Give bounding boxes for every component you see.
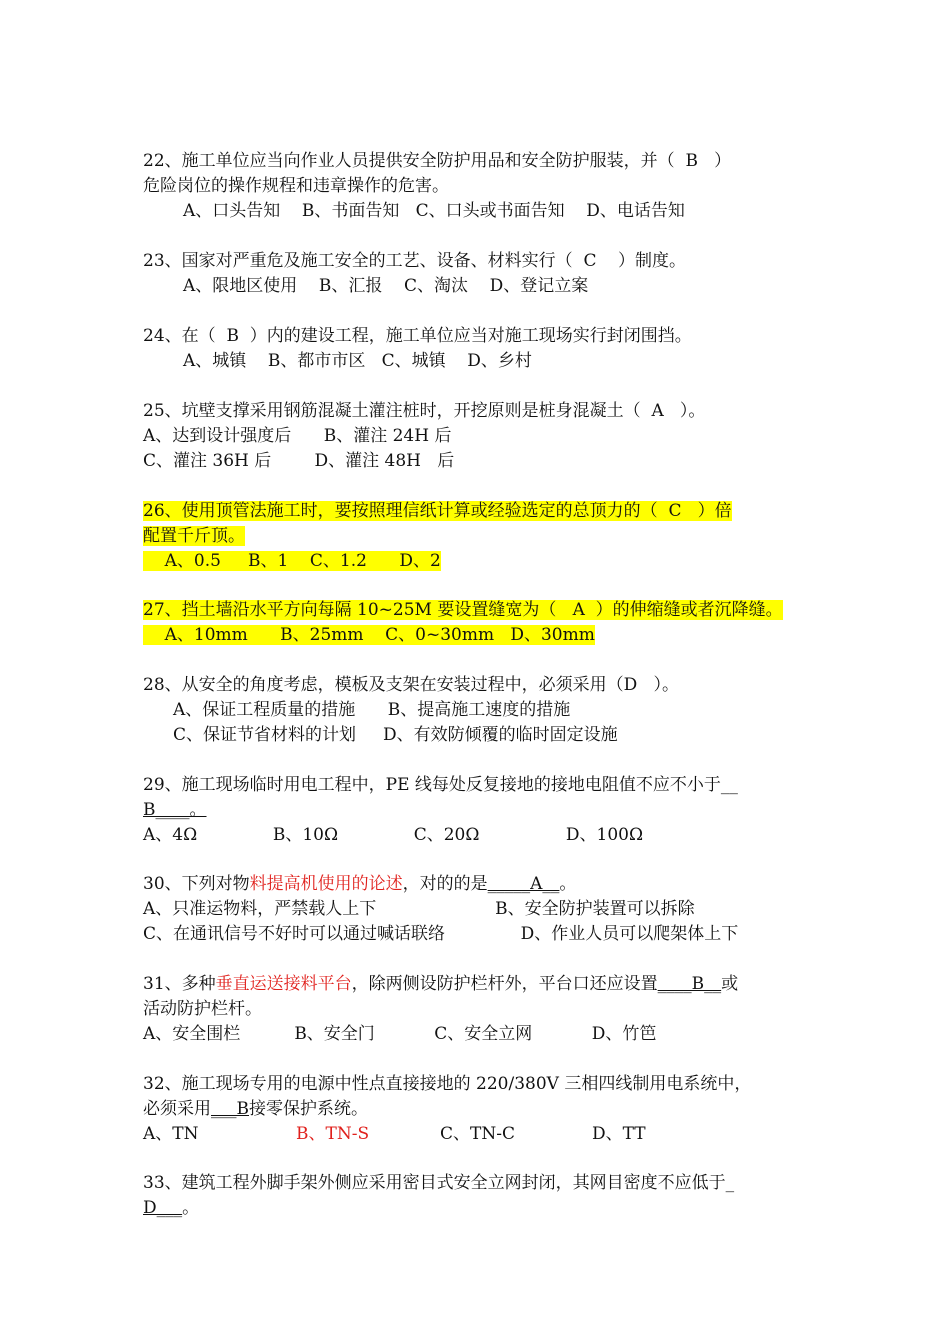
stem-text: 接零保护系统。 xyxy=(249,1099,368,1119)
stem-text: 。 xyxy=(559,874,577,894)
question-22-stem-line-2: 危险岗位的操作规程和违章操作的危害。 xyxy=(143,176,449,196)
answer-blank: ____B__ xyxy=(657,974,722,994)
question-29-options: A、4Ω B、10Ω C、20Ω D、100Ω xyxy=(143,825,644,845)
question-32-option-d: D、TT xyxy=(592,1124,646,1144)
question-33-stem-line-2 xyxy=(143,1196,199,1220)
question-32-option-b: B、TN-S xyxy=(296,1124,370,1144)
highlighted-text: A、0.5 B、1 C、1.2 D、2 xyxy=(143,551,441,571)
stem-text: ，除两侧设防护栏杆外，平台口还应设置 xyxy=(351,974,658,994)
question-32-stem-line-1: 32、施工现场专用的电源中性点直接接地的 220/380V 三相四线制用电系统中， xyxy=(143,1074,752,1094)
stem-text: 。 xyxy=(182,1198,200,1218)
question-24-options: A、城镇 B、都市市区 C、城镇 D、乡村 xyxy=(183,351,532,371)
highlighted-text: 配置千斤顶。 xyxy=(143,526,245,546)
question-25-options-line-1: A、达到设计强度后 B、灌注 24H 后 xyxy=(143,426,452,446)
question-23-stem: 23、国家对严重危及施工安全的工艺、设备、材料实行（ C ）制度。 xyxy=(143,251,687,271)
question-32-stem-line-2 xyxy=(143,1097,368,1121)
question-31-options: A、安全围栏 B、安全门 C、安全立网 D、竹笆 xyxy=(143,1024,657,1044)
stem-text: 必须采用 xyxy=(143,1099,211,1119)
red-text: 料提高机使用的论述 xyxy=(249,874,403,894)
answer-blank: ___B xyxy=(211,1099,249,1119)
question-23-options: A、限地区使用 B、汇报 C、淘汰 D、登记立案 xyxy=(183,276,589,296)
highlighted-text: A、10mm B、25mm C、0~30mm D、30mm xyxy=(143,625,595,645)
question-24-stem: 24、在（ B ）内的建设工程，施工单位应当对施工现场实行封闭围挡。 xyxy=(143,326,692,346)
question-25-stem: 25、坑壁支撑采用钢筋混凝土灌注桩时，开挖原则是桩身混凝土（ A ）。 xyxy=(143,401,706,421)
question-29-stem-line-1: 29、施工现场临时用电工程中，PE 线每处反复接地的接地电阻值不应不小于__ xyxy=(143,775,738,795)
question-26-stem-line-2 xyxy=(143,524,245,548)
stem-text: ，对的的是 xyxy=(402,874,488,894)
question-27-options xyxy=(143,623,595,647)
stem-text: 30、下列对物 xyxy=(143,874,250,894)
highlighted-text: 26、使用顶管法施工时，要按照理信纸计算或经验选定的总顶力的（ C ）倍 xyxy=(143,501,732,521)
question-30-options-line-2: C、在通讯信号不好时可以通过喊话联络 D、作业人员可以爬架体上下 xyxy=(143,924,739,944)
question-26-stem-line-1 xyxy=(143,499,732,523)
question-22-options: A、口头告知 B、书面告知 C、口头或书面告知 D、电话告知 xyxy=(183,201,685,221)
question-28-stem: 28、从安全的角度考虑，模板及支架在安装过程中，必须采用（D ）。 xyxy=(143,675,679,695)
question-25-options-line-2: C、灌注 36H 后 D、灌注 48H 后 xyxy=(143,451,455,471)
highlighted-text: 27、挡土墙沿水平方向每隔 10~25M 要设置缝宽为（ A ）的伸缩缝或者沉降缝。 xyxy=(143,600,783,620)
question-28-options-line-2: C、保证节省材料的计划 D、有效防倾覆的临时固定设施 xyxy=(173,725,618,745)
red-text: 垂直运送接料平台 xyxy=(215,974,352,994)
question-31-stem-line-2: 活动防护栏杆。 xyxy=(143,999,262,1019)
question-32-option-c: C、TN-C xyxy=(440,1124,515,1144)
stem-text: 或 xyxy=(721,974,739,994)
question-27-stem xyxy=(143,598,783,622)
question-32-option-a: A、TN xyxy=(143,1124,199,1144)
question-29-stem-line-2: B____。 xyxy=(143,800,207,820)
question-30-stem xyxy=(143,872,576,896)
answer-blank: D___ xyxy=(143,1198,183,1218)
question-33-stem-line-1: 33、建筑工程外脚手架外侧应采用密目式安全立网封闭，其网目密度不应低于_ xyxy=(143,1173,735,1193)
stem-text: 31、多种 xyxy=(143,974,216,994)
answer-blank: _____A__ xyxy=(487,874,560,894)
question-22-stem-line-1: 22、施工单位应当向作业人员提供安全防护用品和安全防护服装，并（ B ） xyxy=(143,151,732,171)
question-31-stem-line-1 xyxy=(143,972,738,996)
question-30-options-line-1: A、只准运物料，严禁载人上下 B、安全防护装置可以拆除 xyxy=(143,899,695,919)
question-28-options-line-1: A、保证工程质量的措施 B、提高施工速度的措施 xyxy=(173,700,571,720)
question-26-options xyxy=(143,549,441,573)
